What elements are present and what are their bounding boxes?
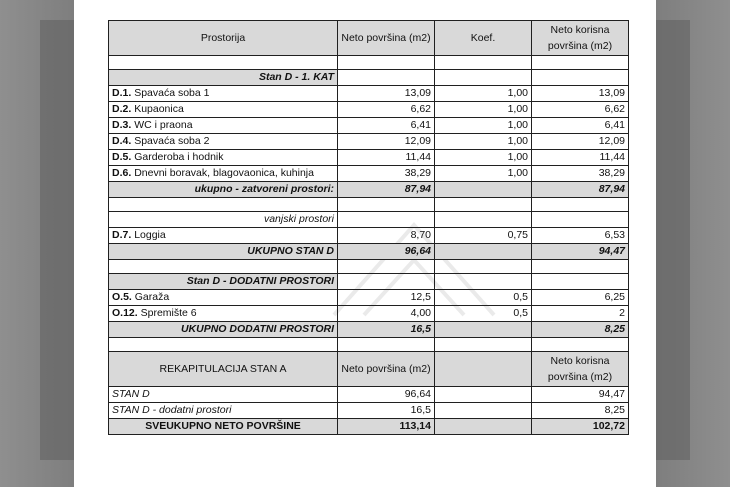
grand-total-row (109, 419, 629, 435)
neto-value: 16,5 (338, 403, 435, 419)
koef-value: 1,00 (435, 102, 532, 118)
total-label: ukupno - zatvoreni prostori: (109, 182, 338, 198)
room-code: D.4. (112, 135, 132, 147)
grand-total-label: SVEUKUPNO NETO POVRŠINE (109, 419, 338, 435)
korisna-value: 8,25 (532, 403, 629, 419)
stan-total-row (109, 244, 629, 260)
rekap-title: REKAPITULACIJA STAN A (109, 352, 338, 387)
room-name: Kupaonica (134, 103, 184, 115)
room-name: WC i praona (134, 119, 193, 131)
room-code: O.5. (112, 291, 132, 303)
room-name: Garaža (134, 291, 170, 303)
section-row-stan (109, 70, 629, 86)
background-blur (656, 20, 690, 460)
korisna-value: 12,09 (532, 134, 629, 150)
koef-value: 0,5 (435, 290, 532, 306)
room-name: Loggia (134, 229, 166, 241)
room-code: D.2. (112, 103, 132, 115)
outdoor-label: vanjski prostori (109, 212, 338, 228)
korisna-value: 11,44 (532, 150, 629, 166)
left-background (0, 0, 74, 487)
table-row (109, 290, 629, 306)
korisna-value: 13,09 (532, 86, 629, 102)
grand-total-neto: 113,14 (338, 419, 435, 435)
rekap-label: STAN D - dodatni prostori (109, 403, 338, 419)
room-name: Spremište 6 (140, 307, 197, 319)
area-table (108, 20, 629, 435)
korisna-value: 38,29 (532, 166, 629, 182)
neto-value: 13,09 (338, 86, 435, 102)
background-blur (40, 20, 74, 460)
blank-row (109, 260, 629, 274)
neto-value: 11,44 (338, 150, 435, 166)
korisna-value: 94,47 (532, 387, 629, 403)
room-code: D.3. (112, 119, 132, 131)
header-prostorija: Prostorija (109, 21, 338, 56)
total-label: UKUPNO STAN D (109, 244, 338, 260)
section-title: Stan D - 1. KAT (109, 70, 338, 86)
korisna-value: 6,53 (532, 228, 629, 244)
total-korisna: 8,25 (532, 322, 629, 338)
table-row (109, 134, 629, 150)
koef-value: 1,00 (435, 166, 532, 182)
neto-value: 96,64 (338, 387, 435, 403)
table-row (109, 387, 629, 403)
table-row (109, 118, 629, 134)
room-code: O.12. (112, 307, 138, 319)
document-page (74, 0, 656, 487)
section-title: Stan D - DODATNI PROSTORI (109, 274, 338, 290)
table-row (109, 86, 629, 102)
header-neto-korisna: Neto korisna površina (m2) (532, 21, 629, 56)
korisna-value: 6,62 (532, 102, 629, 118)
room-name: Garderoba i hodnik (134, 151, 224, 163)
neto-value: 12,09 (338, 134, 435, 150)
header-neto-povrsina: Neto površina (m2) (338, 21, 435, 56)
outdoor-label-row (109, 212, 629, 228)
blank-row (109, 338, 629, 352)
neto-value: 12,5 (338, 290, 435, 306)
rekap-header-row (109, 352, 629, 387)
koef-value: 0,5 (435, 306, 532, 322)
total-neto: 96,64 (338, 244, 435, 260)
koef-value: 1,00 (435, 86, 532, 102)
blank-row (109, 198, 629, 212)
room-code: D.5. (112, 151, 132, 163)
koef-value: 0,75 (435, 228, 532, 244)
total-korisna: 87,94 (532, 182, 629, 198)
grand-total-korisna: 102,72 (532, 419, 629, 435)
koef-value: 1,00 (435, 134, 532, 150)
table-header-row (109, 21, 629, 56)
room-name: Spavaća soba 1 (134, 87, 210, 99)
room-name: Dnevni boravak, blagovaonica, kuhinja (134, 167, 314, 179)
total-label: UKUPNO DODATNI PROSTORI (109, 322, 338, 338)
table-row (109, 403, 629, 419)
right-background (656, 0, 730, 487)
room-code: D.1. (112, 87, 132, 99)
total-neto: 16,5 (338, 322, 435, 338)
neto-value: 38,29 (338, 166, 435, 182)
neto-value: 6,62 (338, 102, 435, 118)
table-row (109, 150, 629, 166)
rekap-neto-header: Neto površina (m2) (338, 352, 435, 387)
korisna-value: 6,25 (532, 290, 629, 306)
rekap-label: STAN D (109, 387, 338, 403)
table-row (109, 166, 629, 182)
koef-value: 1,00 (435, 118, 532, 134)
blank-row (109, 56, 629, 70)
closed-total-row (109, 182, 629, 198)
table-row (109, 306, 629, 322)
section-row-dodatni (109, 274, 629, 290)
korisna-value: 6,41 (532, 118, 629, 134)
room-code: D.6. (112, 167, 132, 179)
header-koef: Koef. (435, 21, 532, 56)
total-neto: 87,94 (338, 182, 435, 198)
rekap-korisna-header: Neto korisna površina (m2) (532, 352, 629, 387)
table-row (109, 228, 629, 244)
room-name: Spavaća soba 2 (134, 135, 210, 147)
total-korisna: 94,47 (532, 244, 629, 260)
dodatni-total-row (109, 322, 629, 338)
room-code: D.7. (112, 229, 132, 241)
korisna-value: 2 (532, 306, 629, 322)
neto-value: 6,41 (338, 118, 435, 134)
table-row (109, 102, 629, 118)
neto-value: 8,70 (338, 228, 435, 244)
neto-value: 4,00 (338, 306, 435, 322)
koef-value: 1,00 (435, 150, 532, 166)
